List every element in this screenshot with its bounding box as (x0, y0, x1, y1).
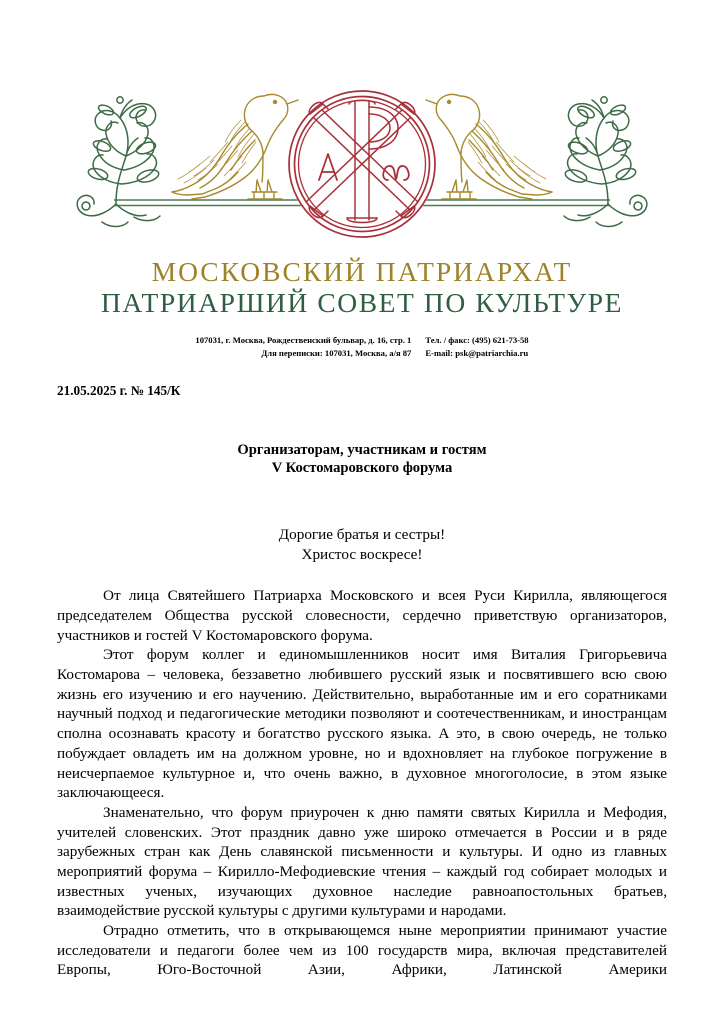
org-name-line2: ПАТРИАРШИЙ СОВЕТ ПО КУЛЬТУРЕ (100, 286, 624, 318)
document-body (0, 383, 724, 980)
dove-icon-left (172, 94, 298, 199)
contact-block (0, 334, 724, 359)
addressee-line2: V Костомаровского форума (271, 460, 453, 477)
chi-rho-monogram-icon (288, 90, 436, 238)
organization-names (0, 258, 724, 317)
addressee-block (57, 441, 667, 478)
contact-address: 107031, г. Москва, Рождественский бульвар, д. 16, стр. 1 (195, 335, 412, 346)
addressee-line1: Организаторам, участникам и гостям (237, 442, 487, 459)
letter-paragraphs (57, 586, 667, 980)
letterhead (0, 0, 724, 359)
contact-mail-address: Для переписки: 107031, Москва, а/я 87 (261, 347, 412, 358)
letter-paragraph: Этот форум коллег и единомышленников носит имя Виталия Григорьевича Костомарова – человека, беззаветно любившего русский язык и посвятившего всю свою жизнь его изучению и его научению. Действительно, выработанные им и его соратниками научный подход и педагогические методики позволяют и соотечественникам, и иностранцам сполна осознавать красоту и богатство русского языка. А это, в свою очередь, не только побуждает овладеть им на должном уровне, но и вдохновляет на глубокое погружение в неисчерпаемое культурное и, что очень важно, в духовное многоголосие, в этом языке заключающееся. (57, 646, 667, 802)
salutation-line1: Дорогие братья и сестры! (278, 525, 446, 543)
salutation-block (57, 525, 667, 565)
letter-paragraph: Знаменательно, что форум приурочен к дню памяти святых Кирилла и Мефодия, учителей словенских. Этот праздник давно уже широко отмечается в России и в ряде зарубежных стран как День славянской письменности и культуры. И одно из главных мероприятий форума – Кирилло-Мефодиевские чтения – каждый год собирает молодых и известных ученых, изучающих духовное наследие равноапостольных братьев, взаимодействие русской культуры с другими культурами и народами. (57, 803, 667, 920)
vine-ornament-icon-left (77, 97, 160, 227)
contact-address-column (195, 334, 411, 359)
contact-phone: Тел. / факс: (495) 621-73-58 (425, 335, 529, 346)
emblem-graphic (42, 52, 682, 262)
reference-line: 21.05.2025 г. № 145/К (57, 383, 181, 399)
letter-paragraph: Отрадно отметить, что в открывающемся ныне мероприятии принимают участие исследователи и педагоги более чем из 100 государств мира, включая представителей Европы, Юго-Восточной Азии, Африки, Латинской Америки (57, 922, 667, 979)
salutation-line2: Христос воскресе! (301, 545, 423, 563)
contact-email: E-mail: psk@patriarchia.ru (425, 347, 529, 358)
dove-icon-right (426, 94, 552, 199)
contact-comms-column (425, 334, 528, 359)
letter-paragraph: От лица Святейшего Патриарха Московского и всея Руси Кирилла, являющегося председателем Общества русской словесности, сердечно приветствую организаторов, участников и гостей V Костомаровского форума. (57, 587, 667, 644)
vine-ornament-icon-right (564, 97, 647, 227)
org-name-line1: МОСКОВСКИЙ ПАТРИАРХАТ (151, 256, 573, 287)
emblem (42, 52, 682, 262)
